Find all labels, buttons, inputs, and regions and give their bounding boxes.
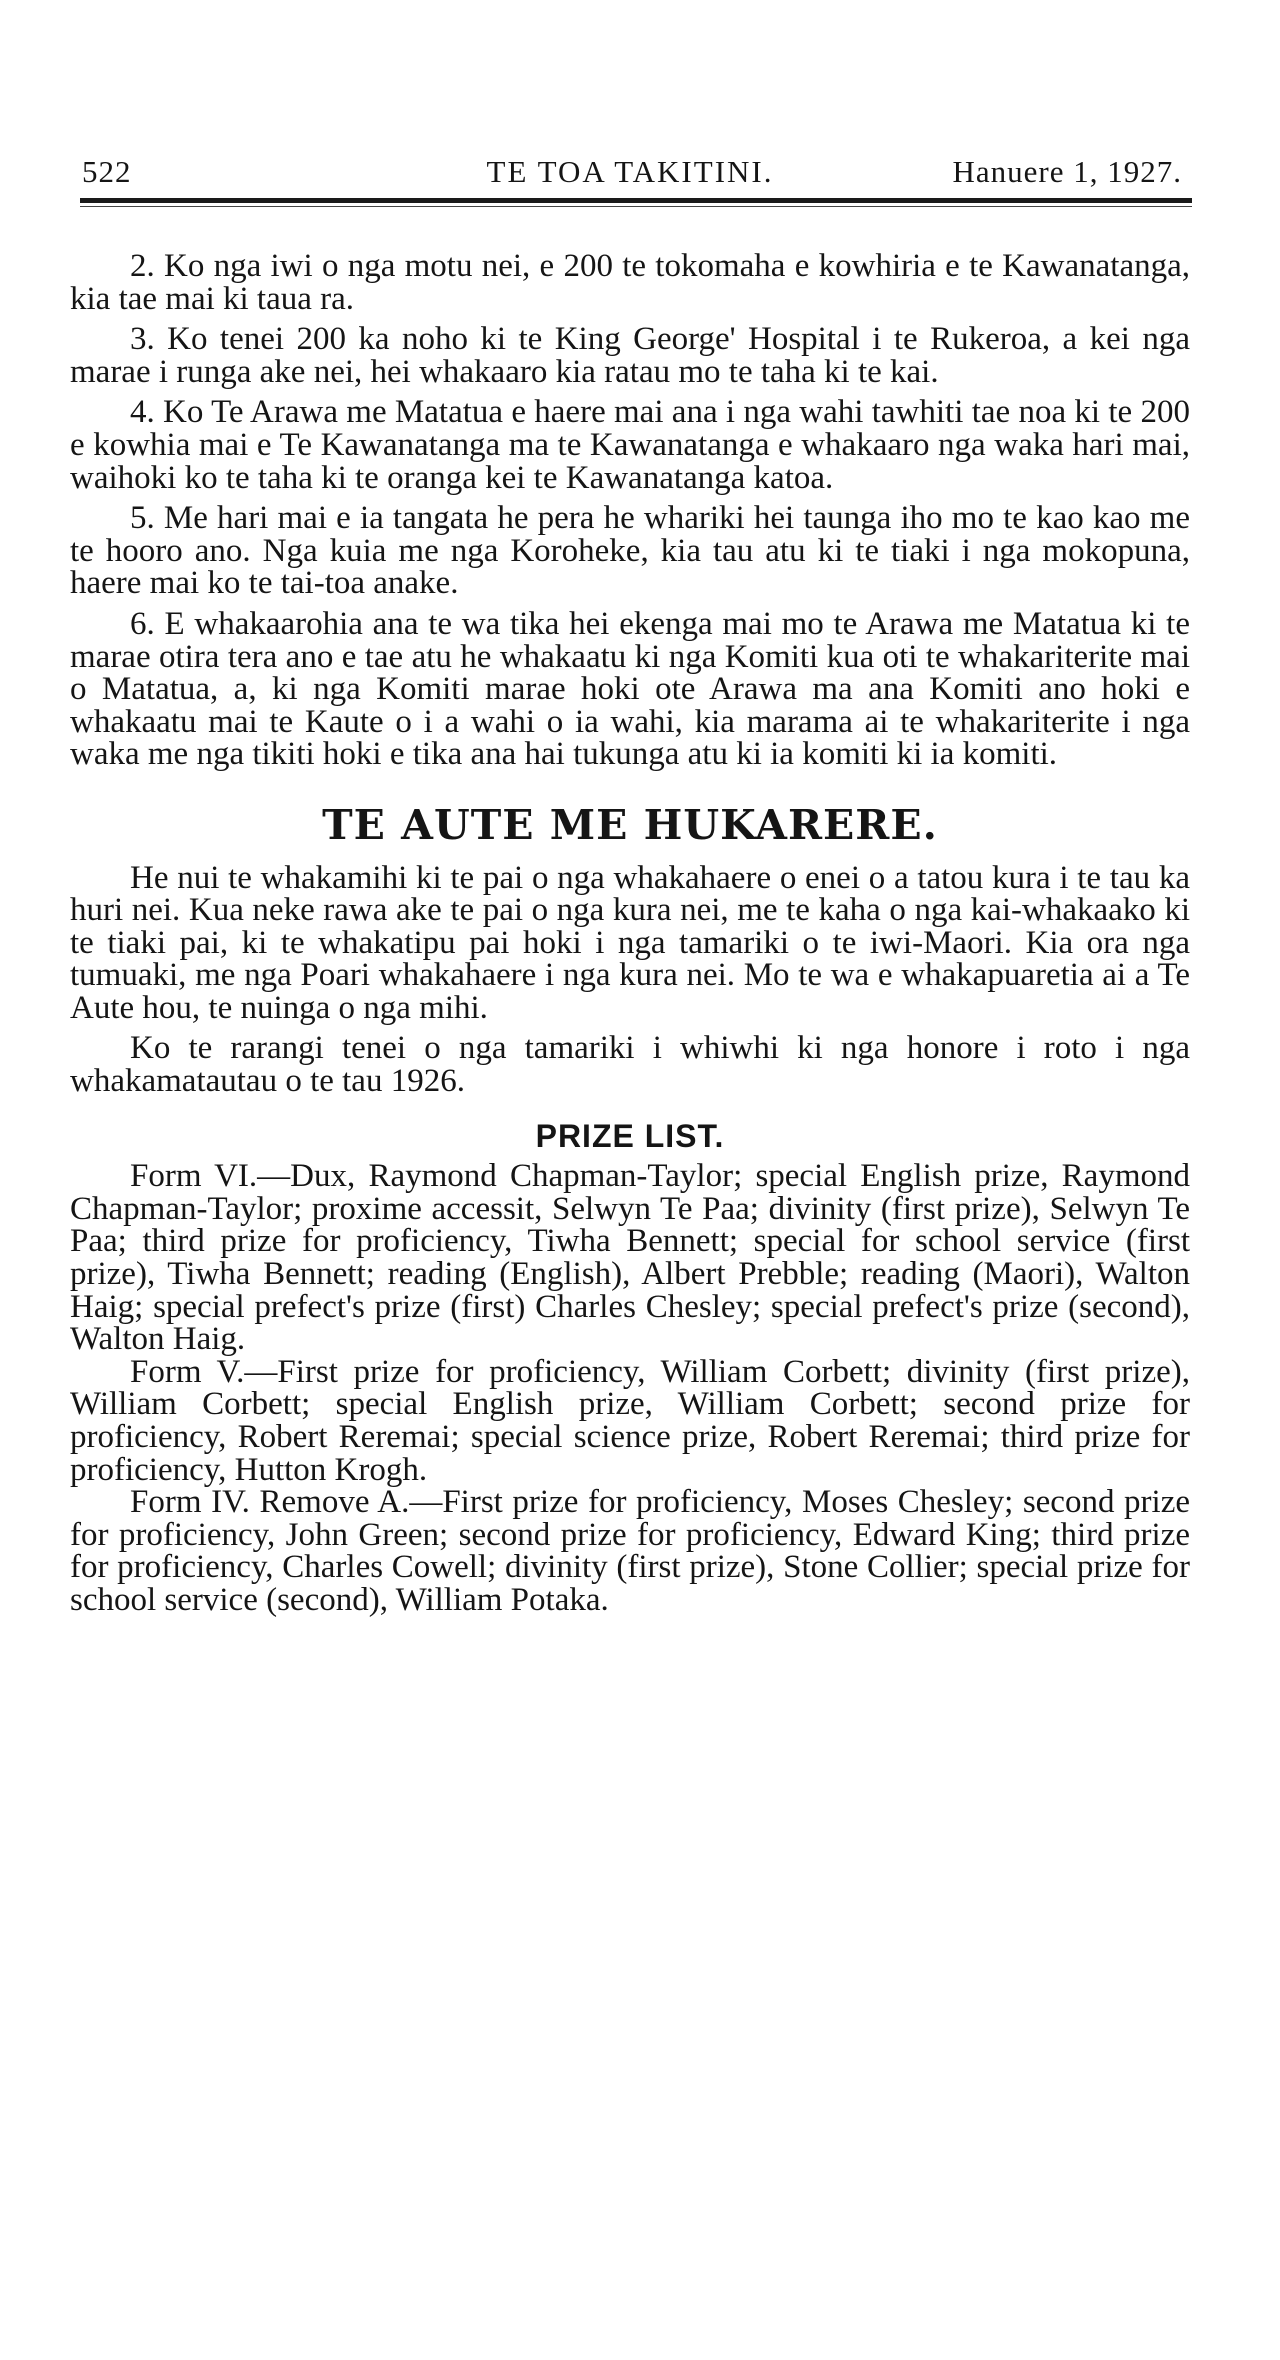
paragraph-4: 4. Ko Te Arawa me Matatua e haere mai ana i nga wahi tawhiti tae noa ki te 200 e kowhia mai e Te Kawanatanga ma te Kawanatanga e whakaaro nga waka hari mai, waihoki ko te taha ki te oranga kei te Kawanatanga katoa.	[70, 394, 1190, 496]
page-header	[70, 150, 1190, 200]
paragraph-5: 5. Me hari mai e ia tangata he pera he whariki hei taunga iho mo te kao kao me te hooro ano. Nga kuia me nga Koroheke, kia tau atu ki te tiaki i nga mokopuna, haere mai ko te tai-toa anake.	[70, 500, 1190, 602]
prize-entry-form-v: Form V.—First prize for proficiency, William Corbett; divinity (first prize), William Corbett; special English prize, William Corbett; second prize for proficiency, Robert Reremai; special science prize, Robert Reremai; third prize for proficiency, Hutton Krogh.	[70, 1353, 1190, 1488]
prize-list-heading: PRIZE LIST.	[535, 1117, 725, 1154]
section-paragraph: Ko te rarangi tenei o nga tamariki i whiwhi ki nga honore i roto i nga whakamatautau o te tau 1926.	[70, 1030, 1190, 1100]
header-rule-thin	[80, 206, 1192, 207]
paragraph-2: 2. Ko nga iwi o nga motu nei, e 200 te tokomaha e kowhiria e te Kawanatanga, kia tae mai ki taua ra.	[70, 248, 1190, 317]
prize-entry-form-iv: Form IV. Remove A.—First prize for proficiency, Moses Chesley; second prize for proficiency, John Green; second prize for proficiency, Edward King; third prize for proficiency, Charles Cowell; divinity (first prize), Stone Collier; special prize for school service (second), William Potaka.	[70, 1484, 1190, 1618]
prize-entry-form-vi: Form VI.—Dux, Raymond Chapman-Taylor; special English prize, Raymond Chapman-Taylor; proxime accessit, Selwyn Te Paa; divinity (first prize), Selwyn Te Paa; third prize for proficiency, Tiwha Bennett; special for school service (first prize), Tiwha Bennett; reading (English), Albert Prebble; reading (Maori), Walton Haig; special prefect's prize (first) Charles Chesley; special prefect's prize (second), Walton Haig.	[70, 1158, 1190, 1358]
paragraph-3: 3. Ko tenei 200 ka noho ki te King George' Hospital i te Rukeroa, a kei nga marae i runga ake nei, hei whakaaro kia ratau mo te taha ki te kai.	[70, 321, 1190, 390]
page	[70, 150, 1190, 1618]
article-body	[70, 250, 1190, 1617]
section-paragraph: He nui te whakamihi ki te pai o nga whakahaere o enei o a tatou kura i te tau ka huri nei. Kua neke rawa ake te pai o nga kura nei, me te kaha o nga kai-whakaako ki te tiaki pai, ki te whakatipu pai hoki i nga tamariki o te iwi-Maori. Kia ora nga tumuaki, me nga Poari whakahaere i nga kura nei. Mo te wa e whakapuaretia ai a Te Aute hou, te nuinga o nga mihi.	[70, 859, 1190, 1026]
journal-title: TE TOA TAKITINI.	[486, 154, 774, 189]
paragraph-6: 6. E whakaarohia ana te wa tika hei ekenga mai mo te Arawa me Matatua ki te marae otira tera ano e tae atu he whakaatu ki nga Komiti kua oti te whakariterite mai o Matatua, a, ki nga Komiti marae hoki ote Arawa ma ana Komiti ano hoki e whakaatu mai te Kaute o i a wahi o ia wahi, kia marama ai te whakariterite i nga waka me nga tikiti hoki e tika ana hai tukunga atu ki ia komiti ki ia komiti.	[70, 605, 1190, 773]
section-heading: TE AUTE ME HUKARERE.	[322, 800, 938, 849]
prize-list	[70, 1160, 1190, 1616]
header-rule	[80, 198, 1192, 203]
issue-date: Hanuere 1, 1927.	[952, 154, 1182, 189]
page-number: 522	[82, 154, 132, 189]
